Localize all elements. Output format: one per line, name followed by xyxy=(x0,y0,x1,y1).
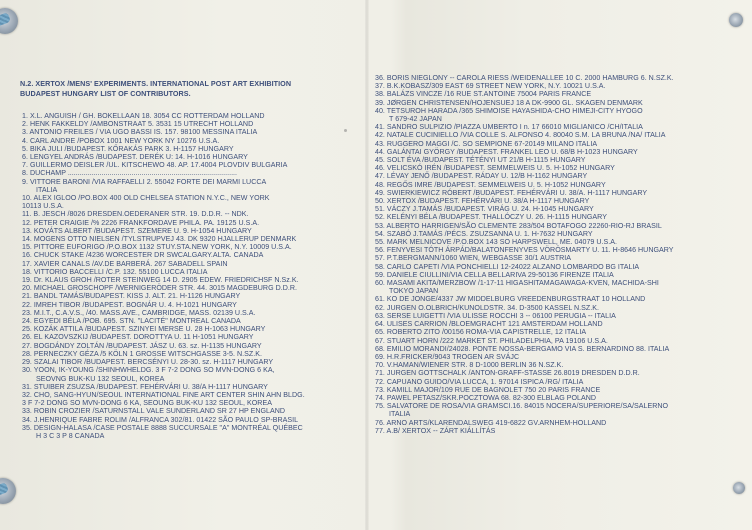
contributor-entry: 60. MASAMI AKITA/MERZBOW /1-17-11 HIGASHITAMAGAWAGA-KVEN, MACHIDA-SHI xyxy=(375,279,659,288)
contributor-entry: 23. M.I.T., C.A.V.S., /40. MASS.AVE., CAMBRIDGE, MASS. 02139 U.S.A. xyxy=(22,308,256,317)
contributor-entry: 52. KELÉNYI BÉLA /BUDAPEST. THALLÓCZY U. 26. H-1115 HUNGARY xyxy=(375,213,607,222)
contributor-entry: 32. CHO, SANG-HYUN/SEOUL INTERNATIONAL FINE ART CENTER SHIN AHN BLDG. xyxy=(22,390,305,399)
contributor-entry: 6. LENGYEL ANDRÁS /BUDAPEST. DERÉK U: 14. H-1016 HUNGARY xyxy=(22,153,248,162)
contributor-entry: 75. SALVATORE DE ROSA/VIA GRAMSCI.16. 84015 NOCERA/SUPERIORE/SA/SALERNO xyxy=(375,402,669,411)
contributor-entry: 44. GALÁNTAI GYÖRGY /BUDAPEST. FRANKEL LEO U. 68/B H-1023 HUNGARY xyxy=(375,147,638,156)
contributor-entry: 35. DESIGN-HALASA /CASE POSTALE 8888 SUCCURSALE "A" MONTRÉAL QUÉBEC xyxy=(22,423,303,432)
contributor-entry: 48. REGŐS IMRE /BUDAPEST. SEMMELWEIS U. 5. H-1052 HUNGARY xyxy=(375,180,606,189)
contributor-entry: 68. EMILIO MORANDI/24028. PONTE NOSSA-BERGAMO VIA S. BERNARDINO 88. ITALIA xyxy=(375,344,670,353)
contributor-entry: 34. J.HENRIQUE FABRE ROLIM /ALFRANCA 302/81. 01422 SÃO PAULO SP-BRASIL xyxy=(22,415,299,424)
contributor-entry: 47. LÉVAY JENŐ /BUDAPEST. RÁDAY U. 12/B H-1162 HUNGARY xyxy=(375,172,588,181)
contributor-entry: 70. V.HAMAN/WIENER STR. 8 D-1000 BERLIN 36 N.SZ.K. xyxy=(375,361,564,370)
contributor-entry: 24. EGYEDI BÉLA /POB. 695. STN. "LACITÉ" MONTREAL CANADA xyxy=(22,317,241,326)
contributor-entry: 61. KO DE JONGE/4337 JW MIDDELBURG VREEDENBURGSTRAAT 10 HOLLAND xyxy=(375,295,646,304)
contributor-entry: 54. SZABÓ J.TAMÁS /PÉCS. ZSUZSANNA U. 1. H-7632 HUNGARY xyxy=(375,229,593,238)
contributor-entry: 43. RUGGERO MAGGI /C. SO SEMPIONE 67-20149 MILANO ITALIA xyxy=(375,139,598,148)
contributor-entry: 63. SERSE LUIGETTI /VIA ULISSE ROCCHI 3 -- 06100 PERUGIA -- ITALIA xyxy=(375,311,616,320)
contributor-entry: 72. CAPUANO GUIDO/VIA LUCCA, 1. 97014 ISPICA /RG/ ITALIA xyxy=(375,377,584,386)
contributor-entry: 8. DUCHAMP ..................................................................................... xyxy=(22,169,238,178)
contributor-entry: ITALIA xyxy=(36,185,58,194)
contributor-entry: 5. BIKA JULI /BUDAPEST. KŐRAKÁS PARK 3. H-1157 HUNGARY xyxy=(22,144,234,153)
contributor-entry: 71. JURGEN GOTTSCHALK /ANTON-GRAFF-STASSE 26.8019 DRESDEN D.D.R. xyxy=(375,369,640,378)
contributor-entry: 56. FENYVESI TÓTH ÁRPÁD/BALATONFENYVES VÖRÖSMARTY U. 11. H-8646 HUNGARY xyxy=(375,246,674,255)
binding-hole-bottom-right xyxy=(733,482,745,494)
contributor-entry: 38. BALÁZS VINCZE /16 RUE ST.ANTOINE 75004 PARIS FRANCE xyxy=(375,90,592,99)
list-header xyxy=(20,79,340,98)
contributor-entry: 42. NATALE CUCINIELLO /VIA COLLE S. ALFONSO 4. 80040 S.M. LA BRUNA /NA/ ITALIA xyxy=(375,131,666,140)
binding-hole-top-left xyxy=(0,8,18,34)
contributor-entry: 53. ALBERTO HARRIGEN/SÃO CLEMENTE 283/504 BOTAFOGO 22260-RIO-RJ BRASIL xyxy=(375,221,662,230)
contributor-entry: 33. ROBIN CROZIER /SATURNSTALL VALE SUNDERLAND SR 27 HP ENGLAND xyxy=(22,407,286,416)
contributor-entry: 64. ULISES CARRION /BLOEMGRACHT 121 AMSTERDAM HOLLAND xyxy=(375,320,603,329)
contributor-entry: 28. PERNECZKY GÉZA /5 KÖLN 1 GROSSE WITSCHGASSE 3-5. N.SZ.K. xyxy=(22,349,262,358)
contributor-entry: 12. PETER CRAIGIE /% 2226 FRANKFORDAVE PHILA. PA. 19125 U.S.A. xyxy=(22,218,260,227)
contributor-entry: 55. MARK MELNICOVE /P.O.BOX 143 SO HARPSWELL, ME. 04079 U.S.A. xyxy=(375,238,617,247)
contributor-entry: 69. H.R.FRICKER/9043 TROGEN AR SVÁJC xyxy=(375,352,520,361)
header-line-1: N.2. XERTOX /MENS' EXPERIMENTS. INTERNATIONAL POST ART EXHIBITION xyxy=(20,79,292,88)
contributor-entry: TOKYO JAPAN xyxy=(389,287,439,296)
contributor-entry: 67. STUART HORN /222 MARKET ST. PHILADELPHIA, PA 19106 U.S.A. xyxy=(375,336,608,345)
binding-hole-top-right xyxy=(729,13,743,27)
contributor-entry: 16. CHUCK STAKE /4236 WORCESTER DR SWCALGARY.ALTA. CANADA xyxy=(22,251,264,260)
contributor-entry: 1. X.L. ANGUISH / GH. BOKELLAAN 18. 3054 CC ROTTERDAM HOLLAND xyxy=(22,112,265,120)
contributor-entry: 76. ARNO ARTS/KLARENDALSWEG 419-6822 GV.ARNHEM-HOLLAND xyxy=(375,418,607,427)
contributor-entry: 10113 U.S.A. xyxy=(22,202,64,211)
contributor-entry: 51. VÁCZY J.TAMÁS /BUDAPEST. VIRÁG U. 24. H-1045 HUNGARY xyxy=(375,205,594,214)
contributor-entry: 74. PAWEL PETASZ/SKR.POCZTOWA 68. 82-300 ELBLAG POLAND xyxy=(375,393,597,402)
header-line-2: BUDAPEST HUNGARY LIST OF CONTRIBUTORS. xyxy=(20,88,191,98)
contributor-entry: 41. SANDRO SULPIZIO /PIAZZA UMBERTO I n. 17 66010 MIGLIANICO /CH/ITALIA xyxy=(375,123,643,132)
contributor-entry: 57. P.T.BERGMANN/1060 WIEN, WEBGASSE 30/1 AUSTRIA xyxy=(375,254,571,263)
contributor-entry: SEOVNG BUK-KU 132 SEOUL, KOREA xyxy=(36,374,165,383)
contributor-entry: 15. PITTORE EUFORIGO /P.O.BOX 1132 STUY.STA.NEW YORK, N.Y. 10009 U.S.A. xyxy=(22,243,292,252)
contributor-entry: 14. MOGENS OTTO NIELSEN /TYLSTRUPVEJ 43. DK 9320 HJALLERUP DENMARK xyxy=(22,235,297,244)
contributor-entry: 40. TETSUROH HARADA /365 SHIMOISE HAYASHIDA-CHO HIMEJI-CITY HYOGO xyxy=(375,106,643,115)
contributor-entry: 17. XAVIER CANALS /AV.DE BARBERÁ. 267 SABADELL SPAIN xyxy=(22,259,228,268)
contributors-list-right xyxy=(375,74,735,435)
page-fold xyxy=(365,0,369,530)
contributor-entry: 29. SZALAI TIBOR /BUDAPEST. BERCSÉNYI U. 28-30. sz. H-1117 HUNGARY xyxy=(22,358,274,367)
contributor-entry: 58. CARLO CAPETI /VIA PONCHIELLI 12-24022 ALZANO LOMBARDO BG ITALIA xyxy=(375,262,640,271)
contributor-entry: 9. VITTORE BARONI /VIA RAFFAELLI 2. 55042 FORTE DEI MARMI LUCCA xyxy=(22,177,267,186)
contributor-entry: 62. JURGEN O.OLBRICH/KUNOLDSTR. 34. D-3500 KASSEL N.SZ.K. xyxy=(375,303,600,312)
contributor-entry: 19. Dr. KLAUS GROH /ROTER STEINWEG 14 D. 2905 EDEW. FRIEDRICHSF N.Sz.K. xyxy=(22,276,299,285)
contributor-entry: 26. EL KAZOVSZKIJ /BUDAPEST. DOROTTYA U. 11 H-1051 HUNGARY xyxy=(22,333,254,342)
paper-speck xyxy=(344,129,347,132)
contributor-entry: 59. DANIELE CIULLINI/VIA CELLA BELLARIVA 29-50136 FIRENZE ITALIA xyxy=(375,270,614,279)
contributor-entry: 39. JØRGEN CHRISTENSEN/HOJENSUEJ 18 A DK-9900 GL. SKAGEN DENMARK xyxy=(375,98,643,107)
contributor-entry: 7. GUILLERMO DEISLER /UL. KITSCHEWO 48. AP. 17.4004 PLOVDIV BULGARIA xyxy=(22,161,288,170)
contributor-entry: 49. SWIERKIEWICZ RÓBERT /BUDAPEST. FEHÉRVÁRI U. 38/A. H-1117 HUNGARY xyxy=(375,188,648,197)
binding-hole-bottom-left xyxy=(0,478,16,504)
contributor-entry: 65. ROBERTO ZITO /00156 ROMA-VIA CAPISTRELLE, 12 ITALIA xyxy=(375,328,587,337)
contributor-entry: 73. KAMILL MAJOR/109 RUE DE BAGNOLET 750 20 PARIS FRANCE xyxy=(375,385,601,394)
contributor-entry: H 3 C 3 P 8 CANADA xyxy=(36,431,105,440)
contributor-entry: 20. MICHAEL GROSCHOPF /WERNIGERÖDER STR. 44. 3015 MAGDEBURG D.D.R. xyxy=(22,284,298,293)
contributor-entry: 25. KOZÁK ATTILA /BUDAPEST. SZINYEI MERSE U. 28 H-1063 HUNGARY xyxy=(22,325,266,334)
contributor-entry: 3 F 7-2 DONG SO MVN-DONG 6 KA, SEOUNG BUK-KU 132 SEOUL, KOREA xyxy=(22,399,272,408)
contributor-entry: T 679-42 JAPAN xyxy=(389,115,442,124)
contributor-entry: 3. ANTONIO FREILES / VIA UGO BASSI IS. 157. 98100 MESSINA ITALIA xyxy=(22,128,258,137)
contributor-entry: 13. KOVÁTS ALBERT /BUDAPEST. SZEMERE U. 9. H-1054 HUNGARY xyxy=(22,226,252,235)
contributor-entry: 31. STUIBER ZSUZSA /BUDAPEST. FEHÉRVÁRI U. 38/A H-1117 HUNGARY xyxy=(22,382,268,391)
contributor-entry: 46. VELICSKÓ IRÉN /BUDAPEST. SEMMELWEIS U. 5. H-1052 HUNGARY xyxy=(375,164,615,173)
contributor-entry: 30. YOON, IK-YOUNG /SHINHWHELDG. 3 F 7-2 DONG SO MVN-DONG 6 KA, xyxy=(22,366,275,375)
contributor-entry: 77. A.B/ XERTOX -- ZÁRT KIÁLLÍTÁS xyxy=(375,426,496,435)
contributor-entry: 4. CARL ANDRE /POBOX 1001 NEW YORK NY 10276 U.S.A. xyxy=(22,136,220,145)
contributor-entry: 2. HENK FAKKELDY /AMBONSTRAAT 5. 3531 15 UTRECHT HOLLAND xyxy=(22,120,254,129)
contributor-entry: 18. VITTORIO BACCELLI /C.P. 132. 55100 LUCCA ITALIA xyxy=(22,267,208,276)
contributor-entry: 27. BOGDÁNDY ZOLTÁN /BUDAPEST. JÁSZ U. 63. sz. H-1135 HUNGARY xyxy=(22,341,262,350)
contributor-entry: 36. BORIS NIEGLONY -- CAROLA RIESS /WEIDENALLEE 10 C. 2000 HAMBURG 6. N.SZ.K. xyxy=(375,74,674,82)
contributors-list-left xyxy=(22,112,342,440)
contributor-entry: 11. B. JESCH /8026 DRESDEN.OEDERANER STR. 19. D.D.R. -- NDK. xyxy=(22,210,249,219)
contributor-entry: 10. ALEX IGLOO /PO.BOX 400 OLD CHELSEA STATION N.Y.C., NEW YORK xyxy=(22,194,270,203)
contributor-entry: 21. BANDL TAMÁS/BUDAPEST. KISS J. ALT. 21. H-1126 HUNGARY xyxy=(22,292,241,301)
contributor-entry: ITALIA xyxy=(389,410,411,419)
contributor-entry: 50. XERTOX /BUDAPEST. FEHÉRVÁRI U. 38/A H-1117 HUNGARY xyxy=(375,197,590,206)
contributor-entry: 45. SOLT ÉVA /BUDAPEST. TÉTÉNYI UT 21/B H-1115 HUNGARY xyxy=(375,156,586,165)
contributor-entry: 37. B.K.KOBASZ/309 EAST 69 STREET NEW YORK, N.Y. 10021 U.S.A. xyxy=(375,82,606,91)
contributor-entry: 22. IMREH TIBOR /BUDAPEST. BOGNÁR U. 4. H-1021 HUNGARY xyxy=(22,300,237,309)
